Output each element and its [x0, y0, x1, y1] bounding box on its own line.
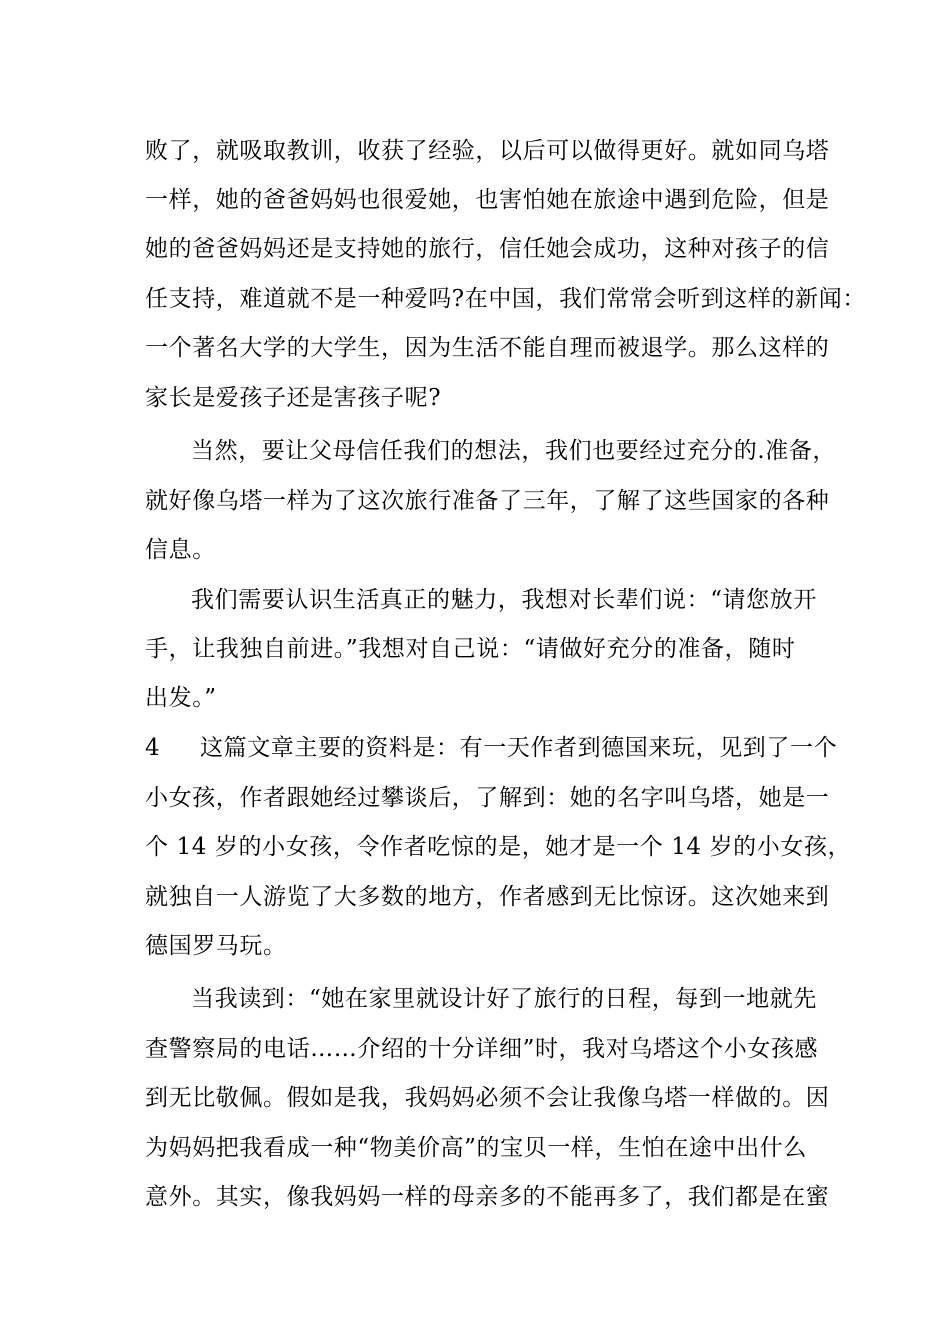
text-line: 小女孩，作者跟她经过攀谈后，了解到：她的名字叫乌塔，她是一	[145, 785, 830, 811]
text-line: 到无比敬佩。假如是我，我妈妈必须不会让我像乌塔一样做的。因	[145, 1085, 830, 1111]
text-line: 她的爸爸妈妈还是支持她的旅行，信任她会成功，这种对孩子的信	[145, 236, 830, 262]
text-line: 败了，就吸取教训，收获了经验，以后可以做得更好。就如同乌塔	[145, 138, 830, 164]
text-line: 德国罗马玩。	[145, 933, 287, 959]
text-line: 出发。”	[145, 685, 217, 711]
text-line: 查警察局的电话……介绍的十分详细”时，我对乌塔这个小女孩感	[145, 1036, 819, 1062]
text-line: 我们需要认识生活真正的魅力，我想对长辈们说：“请您放开	[191, 587, 817, 613]
text-line: 这篇文章主要的资料是：有一天作者到德国来玩，见到了一个	[200, 735, 838, 761]
text-line: 当然，要让父母信任我们的想法，我们也要经过充分的.准备，	[191, 438, 837, 464]
text-line: 意外。其实，像我妈妈一样的母亲多的不能再多了，我们都是在蜜	[145, 1184, 830, 1210]
text-line: 当我读到：“她在家里就设计好了旅行的日程，每到一地就先	[191, 986, 817, 1012]
text-line: 为妈妈把我看成一种“物美价高”的宝贝一样，生怕在途中出什么	[145, 1135, 807, 1161]
text-line: 家长是爱孩子还是害孩子呢?	[145, 385, 442, 411]
text-line: 一个著名大学的大学生，因为生活不能自理而被退学。那么这样的	[145, 335, 830, 361]
text-line: 个 14 岁的小女孩，令作者吃惊的是，她才是一个 14 岁的小女孩，	[145, 834, 852, 860]
text-line: 信息。	[145, 537, 216, 563]
text-line: 一样，她的爸爸妈妈也很爱她，也害怕她在旅途中遇到危险，但是	[145, 187, 830, 213]
text-line: 就独自一人游览了大多数的地方，作者感到无比惊讶。这次她来到	[145, 884, 830, 910]
text-line: 手，让我独自前进。”我想对自己说：“请做好充分的准备，随时	[145, 636, 796, 662]
text-line: 任支持，难道就不是一种爱吗?在中国，我们常常会听到这样的新闻：	[145, 286, 866, 312]
text-line: 就好像乌塔一样为了这次旅行准备了三年，了解了这些国家的各种	[145, 488, 830, 514]
section-number: 4	[145, 735, 160, 761]
